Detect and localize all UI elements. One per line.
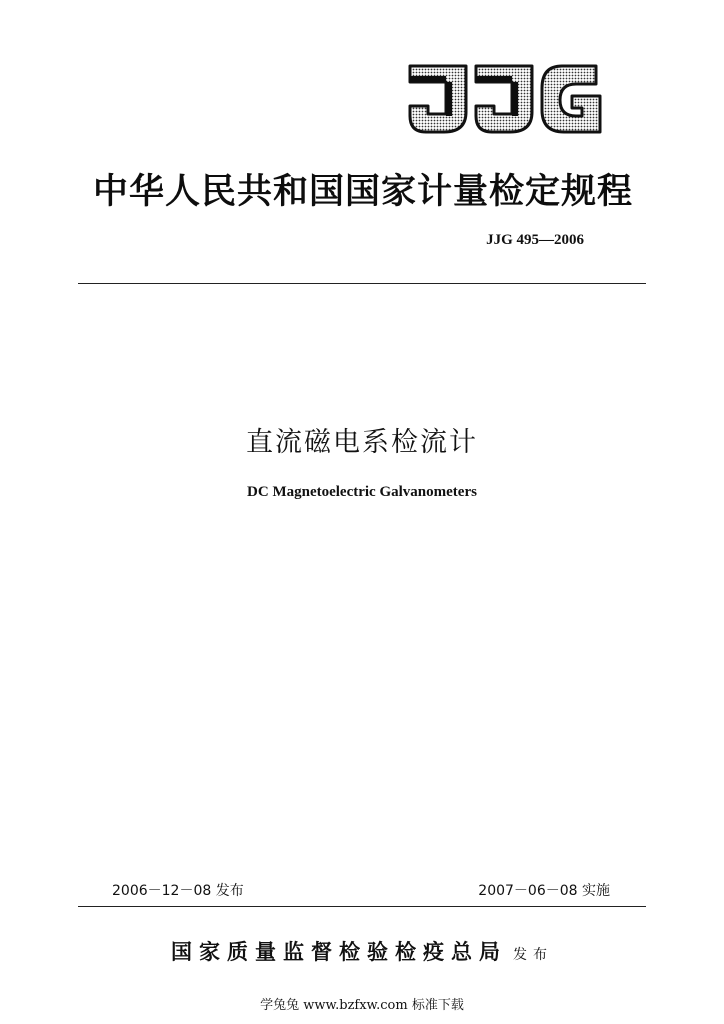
standard-code: JJG 495—2006 [486,232,584,248]
issuer-suffix: 发布 [513,947,553,963]
download-watermark: 学兔兔 www.bzfxw.com 标准下载 [260,998,464,1013]
document-title-chinese: 直流磁电系检流计 [246,427,478,458]
document-title-english: DC Magnetoelectric Galvanometers [247,484,477,500]
issuer-name: 国家质量监督检验检疫总局 [171,939,507,964]
standard-category-title: 中华人民共和国国家计量检定规程 [92,171,633,212]
jjg-logo [406,62,606,138]
issuer-line [0,936,724,966]
top-divider [78,283,646,284]
bottom-divider [78,906,646,907]
implementation-date: 2007－06－08 实施 [478,883,610,899]
publish-date: 2006－12－08 发布 [112,883,244,899]
